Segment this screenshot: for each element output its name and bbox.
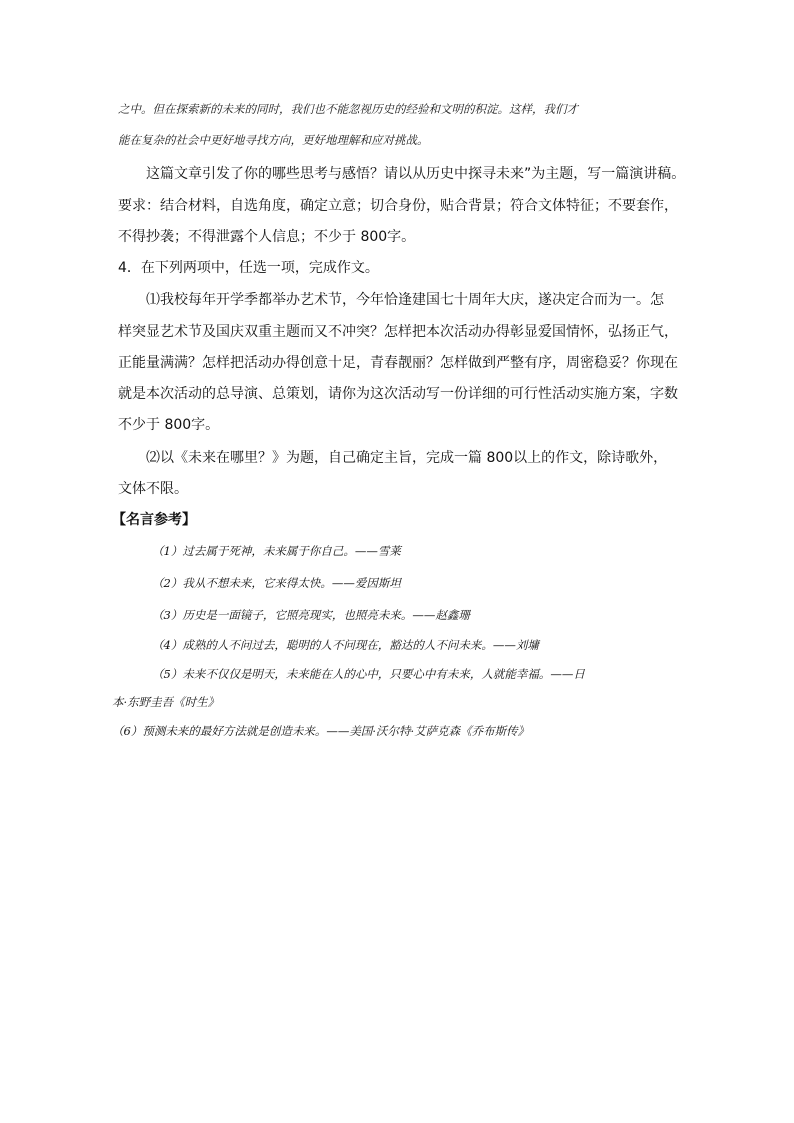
option-line: ⑴我校每年开学季都举办艺术节，今年恰逢建国七十周年大庆，遂决定合而为一。怎: [146, 292, 664, 308]
quotes-heading: 【名言参考】: [112, 512, 196, 528]
option-line: 正能量满满？怎样把活动办得创意十足，青春靓丽？怎样做到严整有序，周密稳妥？你现在: [118, 355, 678, 371]
essay-prompt-line: 这篇文章引发了你的哪些思考与感悟？请以从历史中探寻未来”为主题，写一篇演讲稿。: [146, 166, 686, 182]
excerpt-line: 能在复杂的社会中更好地寻找方向，更好地理解和应对挑战。: [118, 133, 429, 147]
option-line: 不少于 800字。: [118, 417, 220, 433]
quote-item: （6）预测未来的最好方法就是创造未来。——美国·沃尔特·艾萨克森《乔布斯传》: [112, 724, 530, 738]
quote-item: （1）过去属于死神，未来属于你自己。——雪莱: [152, 544, 401, 558]
essay-prompt-line: 要求：结合材料，自选角度，确定立意；切合身份，贴合背景；符合文体特征；不要套作，: [118, 198, 678, 214]
option-line: 就是本次活动的总导演、总策划，请你为这次活动写一份详细的可行性活动实施方案，字数: [118, 386, 678, 402]
option-line: 文体不限。: [118, 481, 188, 497]
quote-item: （3）历史是一面镜子，它照亮现实，也照亮未来。——赵鑫珊: [152, 608, 470, 622]
question-heading: 4．在下列两项中，任选一项，完成作文。: [118, 260, 379, 276]
quote-item: （5）未来不仅仅是明天，未来能在人的心中，只要心中有未来，人就能幸福。——日: [152, 667, 585, 681]
excerpt-line: 之中。但在探索新的未来的同时，我们也不能忽视历史的经验和文明的积淀。这样，我们才: [118, 102, 578, 116]
quote-item: 本·东野圭吾《时生》: [112, 695, 220, 709]
option-line: ⑵以《未来在哪里？》为题，自己确定主旨，完成一篇 800以上的作文，除诗歌外，: [146, 450, 668, 466]
quote-item: （4）成熟的人不问过去，聪明的人不问现在，豁达的人不问未来。——刘墉: [152, 638, 539, 652]
essay-prompt-line: 不得抄袭；不得泄露个人信息；不少于 800字。: [118, 229, 416, 245]
quote-item: （2）我从不想未来，它来得太快。——爱因斯坦: [152, 576, 401, 590]
option-line: 样突显艺术节及国庆双重主题而又不冲突？怎样把本次活动办得彰显爱国情怀，弘扬正气，: [118, 324, 678, 340]
